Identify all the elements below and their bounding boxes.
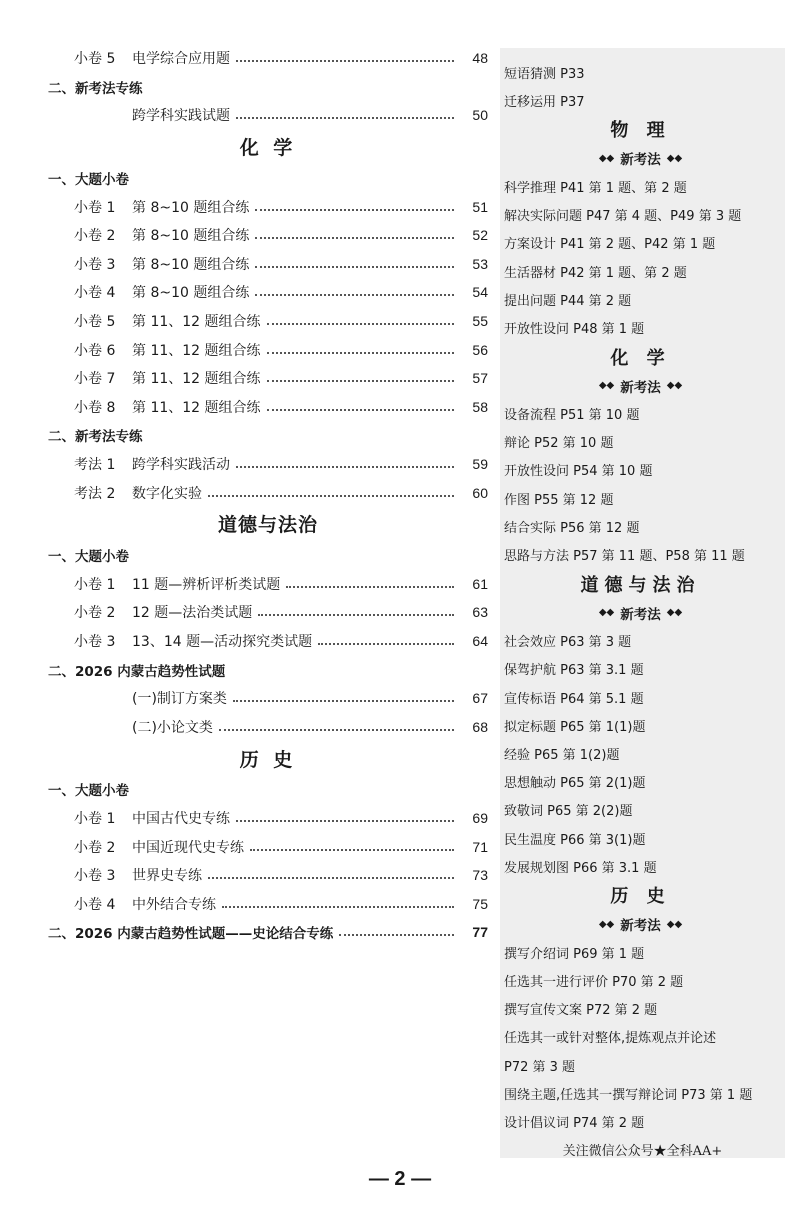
new-method-entry — [504, 852, 777, 880]
toc-entry-code: 小卷 5 — [74, 314, 116, 331]
new-method-entry — [504, 824, 777, 852]
entry-text: 作图 P55 第 12 题 — [504, 492, 614, 508]
toc-entry-title: 中国近现代史专练 — [132, 839, 244, 856]
new-method-entry — [504, 257, 777, 285]
leader-dots — [255, 294, 454, 296]
leader-dots — [236, 60, 454, 62]
diamond-icon: ◆◆ — [666, 152, 683, 164]
entry-text: 结合实际 P56 第 12 题 — [504, 520, 640, 536]
diamond-icon: ◆◆ — [598, 918, 615, 930]
toc-entry[interactable] — [48, 598, 488, 627]
toc-entry[interactable] — [48, 627, 488, 656]
toc-entry-title: 第 11、12 题组合练 — [132, 314, 261, 331]
toc-entry-title: 13、14 题—活动探究类试题 — [132, 633, 313, 650]
entry-text: 撰写介绍词 P69 第 1 题 — [504, 946, 645, 962]
subject-heading — [504, 569, 777, 599]
toc-entry[interactable] — [48, 307, 488, 336]
entry-text: 方案设计 P41 第 2 题、P42 第 1 题 — [504, 237, 716, 253]
new-method-entry — [504, 995, 777, 1023]
new-method-entry — [504, 683, 777, 711]
entry-text: 设备流程 P51 第 10 题 — [504, 408, 640, 424]
toc-entry-page: 51 — [472, 198, 488, 215]
new-method-entry — [504, 313, 777, 341]
new-method-entry — [504, 484, 777, 512]
subject-heading — [48, 130, 488, 164]
entry-text: 保驾护航 P63 第 3.1 题 — [504, 663, 644, 679]
toc-entry-code: 小卷 2 — [74, 605, 116, 622]
left-column-contents — [48, 44, 488, 947]
leader-dots — [267, 380, 454, 382]
new-method-entry — [504, 1107, 777, 1135]
banner-text: 新考法 — [620, 918, 661, 935]
toc-entry-code: 小卷 3 — [74, 633, 116, 650]
toc-entry-code: 小卷 4 — [74, 285, 116, 302]
entry-text: 思路与方法 P57 第 11 题、P58 第 11 题 — [504, 549, 745, 565]
toc-entry-title: (二)小论文类 — [132, 719, 213, 736]
new-method-entry — [504, 229, 777, 257]
page-number: — 2 — — [368, 1168, 432, 1190]
toc-entry-title: 电学综合应用题 — [132, 51, 230, 68]
new-method-banner — [504, 372, 777, 400]
entry-text: 任选其一进行评价 P70 第 2 题 — [504, 975, 684, 991]
leader-dots — [208, 495, 454, 497]
entry-text: 社会效应 P63 第 3 题 — [504, 635, 632, 651]
leader-dots — [236, 117, 454, 119]
new-method-entry — [504, 456, 777, 484]
new-method-entry — [504, 796, 777, 824]
new-method-entry — [504, 768, 777, 796]
toc-entry-title: 跨学科实践试题 — [132, 108, 230, 125]
new-method-entry — [504, 172, 777, 200]
toc-entry[interactable] — [48, 450, 488, 479]
new-method-entry — [504, 201, 777, 229]
toc-entry-code: 小卷 3 — [74, 256, 116, 273]
toc-entry-page: 69 — [472, 809, 488, 826]
toc-entry-title: 第 11、12 题组合练 — [132, 371, 261, 388]
leader-dots — [267, 352, 454, 354]
entry-text: 科学推理 P41 第 1 题、第 2 题 — [504, 180, 687, 196]
entry-text: 围绕主题,任选其一撰写辩论词 P73 第 1 题 — [504, 1087, 753, 1103]
section-title: 二、新考法专练 — [48, 80, 143, 97]
toc-entry-page: 71 — [472, 838, 488, 855]
toc-entry-code: 小卷 1 — [74, 576, 116, 593]
new-method-entry — [504, 739, 777, 767]
toc-entry[interactable] — [48, 44, 488, 73]
subject-title: 物 理 — [610, 120, 671, 142]
section-title: 一、大题小卷 — [48, 549, 129, 566]
entry-text: 辩论 P52 第 10 题 — [504, 436, 614, 452]
toc-entry-title: 第 8~10 题组合练 — [132, 285, 250, 302]
new-method-banner — [504, 910, 777, 938]
section-title: 一、大题小卷 — [48, 783, 129, 800]
toc-entry-code: 小卷 3 — [74, 868, 116, 885]
toc-entry-title: (一)制订方案类 — [132, 691, 227, 708]
entry-text: 开放性设问 P48 第 1 题 — [504, 321, 645, 337]
toc-entry-page: 64 — [472, 632, 488, 649]
toc-entry-page: 52 — [472, 227, 488, 244]
new-method-entry — [504, 512, 777, 540]
diamond-icon: ◆◆ — [598, 152, 615, 164]
leader-dots — [236, 820, 454, 822]
toc-entry[interactable] — [48, 221, 488, 250]
toc-entry-page: 48 — [472, 50, 488, 67]
subject-title: 道德与法治 — [580, 574, 701, 596]
entry-text: 解决实际问题 P47 第 4 题、P49 第 3 题 — [504, 209, 742, 225]
entry-text: 宣传标语 P64 第 5.1 题 — [504, 691, 644, 707]
toc-entry-code: 小卷 1 — [74, 199, 116, 216]
toc-entry-page: 63 — [472, 604, 488, 621]
toc-entry[interactable] — [48, 684, 488, 713]
subject-title: 化 学 — [610, 347, 671, 369]
toc-entry-code: 考法 2 — [74, 485, 116, 502]
toc-entry-code: 小卷 1 — [74, 810, 116, 827]
toc-entry[interactable] — [48, 889, 488, 918]
leader-dots — [318, 643, 454, 645]
toc-entry-code: 小卷 4 — [74, 896, 116, 913]
toc-entry-code: 小卷 2 — [74, 839, 116, 856]
new-method-entry — [504, 967, 777, 995]
entry-text: 致敬词 P65 第 2(2)题 — [504, 804, 633, 820]
subject-heading — [48, 741, 488, 775]
toc-entry[interactable] — [48, 861, 488, 890]
toc-entry-title: 跨学科实践活动 — [132, 457, 230, 474]
leader-dots — [267, 409, 454, 411]
subject-title: 历 史 — [610, 886, 671, 908]
toc-entry-page: 55 — [472, 313, 488, 330]
banner-text: 新考法 — [620, 152, 661, 169]
toc-entry-page: 61 — [472, 575, 488, 592]
toc-entry-page: 67 — [472, 690, 488, 707]
banner-text: 新考法 — [620, 379, 661, 396]
entry-text: 提出问题 P44 第 2 题 — [504, 293, 632, 309]
new-method-entry — [504, 655, 777, 683]
toc-section-heading — [48, 421, 488, 450]
new-method-entry — [504, 540, 777, 568]
diamond-icon: ◆◆ — [598, 380, 615, 391]
new-method-entry — [504, 938, 777, 966]
toc-entry-title: 第 11、12 题组合练 — [132, 342, 261, 359]
toc-entry-page: 60 — [472, 484, 488, 501]
new-method-entry — [504, 400, 777, 428]
toc-entry[interactable] — [48, 364, 488, 393]
diamond-icon: ◆◆ — [666, 380, 683, 391]
toc-entry[interactable] — [48, 250, 488, 279]
entry-text: 民生温度 P66 第 3(1)题 — [504, 832, 646, 848]
leader-dots — [255, 209, 454, 211]
toc-entry-code: 小卷 7 — [74, 371, 116, 388]
toc-entry-page: 53 — [472, 255, 488, 272]
leader-dots — [258, 614, 454, 616]
leader-dots — [208, 877, 454, 879]
section-title: 二、2026 内蒙古趋势性试题——史论结合专练 — [48, 926, 334, 943]
toc-entry-title: 11 题—辨析评析类试题 — [132, 576, 281, 593]
new-method-entry — [504, 711, 777, 739]
toc-entry[interactable] — [48, 712, 488, 741]
entry-text: 设计倡议词 P74 第 2 题 — [504, 1116, 645, 1132]
right-column-panel — [500, 48, 785, 1158]
new-method-banner — [504, 599, 777, 627]
entry-text: 思想触动 P65 第 2(1)题 — [504, 776, 646, 792]
toc-entry-page: 56 — [472, 341, 488, 358]
leader-dots — [339, 934, 454, 936]
toc-entry[interactable] — [48, 804, 488, 833]
new-method-entry — [504, 58, 777, 86]
new-method-entry — [504, 285, 777, 313]
leader-dots — [255, 237, 454, 239]
new-method-entry — [504, 1023, 777, 1051]
toc-entry-title: 第 8~10 题组合练 — [132, 256, 250, 273]
banner-text: 新考法 — [620, 606, 661, 623]
new-method-entry — [504, 627, 777, 655]
toc-entry[interactable] — [48, 393, 488, 422]
new-method-entry — [504, 86, 777, 114]
toc-entry-title: 中国古代史专练 — [132, 810, 230, 827]
leader-dots — [233, 700, 454, 702]
toc-entry[interactable] — [48, 478, 488, 507]
section-title: 一、大题小卷 — [48, 172, 129, 189]
entry-text: 撰写宣传文案 P72 第 2 题 — [504, 1003, 658, 1019]
toc-entry-page: 50 — [472, 107, 488, 124]
entry-text: 发展规划图 P66 第 3.1 题 — [504, 860, 657, 876]
toc-entry[interactable] — [48, 335, 488, 364]
right-column-list — [500, 48, 785, 1136]
toc-entry-title: 中外结合专练 — [132, 896, 216, 913]
toc-entry-title: 第 11、12 题组合练 — [132, 399, 261, 416]
toc-entry-page: 77 — [472, 924, 488, 941]
diamond-icon: ◆◆ — [666, 918, 683, 930]
section-title: 二、新考法专练 — [48, 429, 143, 446]
toc-entry-title: 12 题—法治类试题 — [132, 605, 253, 622]
new-method-entry — [504, 1051, 777, 1079]
toc-entry-page: 58 — [472, 398, 488, 415]
subject-heading — [504, 880, 777, 910]
subject-title: 道德与法治 — [217, 514, 318, 537]
toc-entry-code: 小卷 2 — [74, 228, 116, 245]
new-method-entry — [504, 1079, 777, 1107]
toc-entry-title: 第 8~10 题组合练 — [132, 228, 250, 245]
leader-dots — [267, 323, 454, 325]
section-title: 二、2026 内蒙古趋势性试题 — [48, 663, 226, 680]
toc-entry-page: 68 — [472, 718, 488, 735]
entry-text: P72 第 3 题 — [504, 1059, 576, 1075]
toc-entry-code: 小卷 8 — [74, 399, 116, 416]
toc-section-entry[interactable] — [48, 918, 488, 947]
toc-entry[interactable] — [48, 101, 488, 130]
entry-text: 开放性设问 P54 第 10 题 — [504, 464, 653, 480]
diamond-icon: ◆◆ — [666, 607, 683, 619]
new-method-entry — [504, 428, 777, 456]
toc-section-heading — [48, 655, 488, 684]
subject-title: 历 史 — [239, 748, 297, 771]
toc-entry-page: 73 — [472, 867, 488, 884]
toc-section-heading — [48, 73, 488, 102]
toc-entry-page: 54 — [472, 284, 488, 301]
entry-text: 短语猜测 P33 — [504, 66, 585, 82]
toc-entry-title: 第 8~10 题组合练 — [132, 199, 250, 216]
leader-dots — [255, 266, 454, 268]
subject-heading — [504, 342, 777, 372]
toc-entry-title: 世界史专练 — [132, 868, 202, 885]
toc-entry-page: 57 — [472, 370, 488, 387]
entry-text: 迁移运用 P37 — [504, 94, 585, 110]
entry-text: 生活器材 P42 第 1 题、第 2 题 — [504, 265, 687, 281]
footer-note: 关注微信公众号★全科AA+ — [562, 1143, 723, 1159]
subject-heading — [504, 114, 777, 144]
toc-section-heading — [48, 541, 488, 570]
toc-entry[interactable] — [48, 832, 488, 861]
subject-title: 化 学 — [239, 137, 297, 160]
diamond-icon: ◆◆ — [598, 607, 615, 619]
toc-entry[interactable] — [48, 278, 488, 307]
leader-dots — [222, 906, 454, 908]
toc-entry-code: 小卷 5 — [74, 51, 116, 68]
leader-dots — [286, 586, 454, 588]
toc-entry-code: 考法 1 — [74, 457, 116, 474]
subject-heading — [48, 507, 488, 541]
toc-section-heading — [48, 775, 488, 804]
toc-entry[interactable] — [48, 192, 488, 221]
toc-entry-code: 小卷 6 — [74, 342, 116, 359]
toc-entry[interactable] — [48, 570, 488, 599]
toc-entry-page: 75 — [472, 895, 488, 912]
toc-entry-page: 59 — [472, 456, 488, 473]
new-method-banner — [504, 144, 777, 172]
leader-dots — [219, 729, 454, 731]
entry-text: 任选其一或针对整体,提炼观点并论述 — [504, 1031, 717, 1047]
entry-text: 拟定标题 P65 第 1(1)题 — [504, 719, 646, 735]
toc-section-heading — [48, 164, 488, 193]
entry-text: 经验 P65 第 1(2)题 — [504, 747, 620, 763]
leader-dots — [250, 849, 454, 851]
leader-dots — [236, 466, 454, 468]
toc-entry-title: 数字化实验 — [132, 485, 202, 502]
